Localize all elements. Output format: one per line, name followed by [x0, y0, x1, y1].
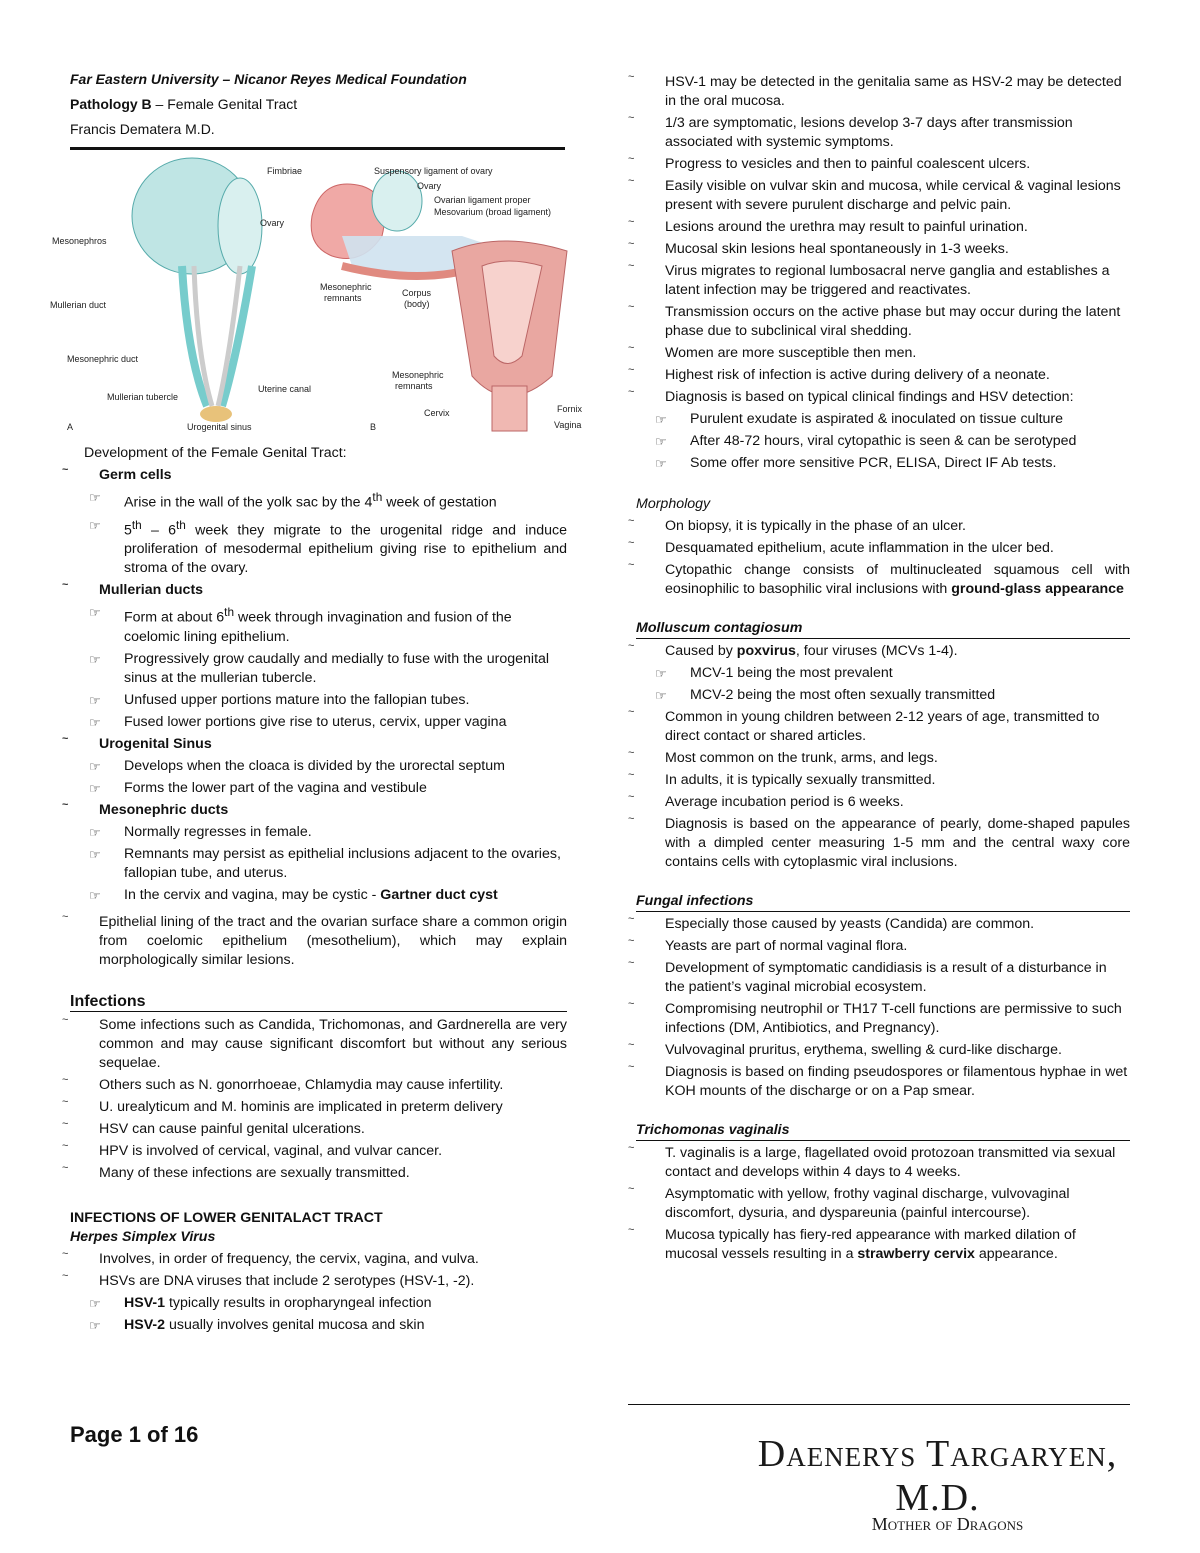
infection-item-3: ~ U. urealyticum and M. hominis are implicated in preterm delivery [62, 1098, 567, 1117]
brand-subtitle: Mother of Dragons [871, 1514, 1024, 1534]
molluscum-item-1: ~ Common in young children between 2-12 years of age, transmitted to direct contact or shared articles. [628, 708, 1130, 746]
molluscum-item-5: ~ Diagnosis is based on the appearance of pearly, dome-shaped papules with a dimpled center measuring 1-5 mm and the central waxy core contains cells with cytoplasmic viral inclusions. [628, 815, 1130, 872]
mesonephric-title: ~ Mesonephric ducts [62, 801, 567, 820]
label-mullerian-duct: Mullerian duct [50, 300, 107, 310]
germ-item-2: ☞ 5th – 6th week they migrate to the urogenital ridge and induce proliferation of mesodermal epithelium giving rise to epithelium and stroma of the ovary. [62, 516, 567, 579]
label-remnants-word: remnants [324, 293, 362, 303]
left-column [50, 70, 583, 1338]
fungal-item-3: ~ Development of symptomatic candidiasis is a result of a disturbance in the patient’s vaginal microbial ecosystem. [628, 959, 1130, 997]
right-column [628, 70, 1130, 1267]
hsv-heading: Herpes Simplex Virus [70, 1229, 216, 1246]
molluscum-intro: ~ Caused by poxvirus, four viruses (MCVs 1-4). [628, 642, 1130, 661]
infection-item-5: ~ HPV is involved of cervical, vaginal, and vulvar cancer. [62, 1142, 567, 1161]
page-number: Page 1 of 16 [70, 1422, 199, 1447]
brand-name: Daenerys Targaryen, M.D. [757, 1433, 1118, 1519]
label-suspensory: Suspensory ligament of ovary [374, 166, 493, 176]
trichomonas-heading: Trichomonas vaginalis [636, 1121, 1130, 1141]
mullerian-item-1: ☞ Form at about 6th week through invagination and fusion of the coelomic lining epithelium. [62, 603, 567, 647]
hsv-item-2: ~ HSVs are DNA viruses that include 2 serotypes (HSV-1, -2). [62, 1272, 567, 1291]
molluscum-heading: Molluscum contagiosum [636, 619, 1130, 639]
hsv-dx-2: ☞ After 48-72 hours, viral cytopathic is seen & can be serotyped [628, 432, 1130, 451]
fungal-heading: Fungal infections [636, 892, 1130, 912]
molluscum-sub-2: ☞ MCV-2 being the most often sexually transmitted [628, 686, 1130, 705]
label-remnants-word-2: remnants [395, 381, 433, 391]
infection-item-4: ~ HSV can cause painful genital ulcerations. [62, 1120, 567, 1139]
label-fornix: Fornix [557, 404, 583, 414]
hsv-sub-1: ☞ HSV-1 typically results in oropharyngeal infection [62, 1294, 567, 1313]
infections-heading: Infections [70, 992, 567, 1012]
label-mesonephric-remnants-2: Mesonephric [392, 370, 444, 380]
footer-brand [715, 1432, 1160, 1535]
label-fimbriae: Fimbriae [267, 166, 303, 176]
molluscum-item-2: ~ Most common on the trunk, arms, and legs. [628, 749, 1130, 768]
hsv-cont-6: ~ Mucosal skin lesions heal spontaneously in 1-3 weeks. [628, 240, 1130, 259]
mullerian-item-3: ☞ Unfused upper portions mature into the fallopian tubes. [62, 691, 567, 710]
label-mullerian-tubercle: Mullerian tubercle [107, 392, 179, 402]
infection-item-6: ~ Many of these infections are sexually transmitted. [62, 1164, 567, 1183]
infection-item-2: ~ Others such as N. gonorrhoeae, Chlamydia may cause infertility. [62, 1076, 567, 1095]
hsv-cont-11: ~ Diagnosis is based on typical clinical findings and HSV detection: [628, 388, 1130, 407]
label-uterine-canal: Uterine canal [258, 384, 312, 394]
hsv-cont-9: ~ Women are more susceptible then men. [628, 344, 1130, 363]
trich-item-2: ~ Asymptomatic with yellow, frothy vaginal discharge, vulvovaginal discomfort, dysuria, and dyspareunia (painful intercourse). [628, 1185, 1130, 1223]
morph-item-3: ~ Cytopathic change consists of multinucleated squamous cell with eosinophilic to basophilic viral inclusions with ground-glass appearance [628, 561, 1130, 599]
hsv-cont-5: ~ Lesions around the urethra may result to painful urination. [628, 218, 1130, 237]
label-panel-a: A [67, 422, 74, 432]
fungal-item-5: ~ Vulvovaginal pruritus, erythema, swelling & curd-like discharge. [628, 1041, 1130, 1060]
vagina-shape [492, 386, 527, 431]
trich-item-3: ~ Mucosa typically has fiery-red appearance with marked dilation of mucosal vessels resulting in a strawberry cervix appearance. [628, 1226, 1130, 1264]
header-rule [70, 147, 565, 150]
course-title: Pathology B – Female Genital Tract [70, 96, 298, 112]
ovary-b-shape [372, 171, 422, 231]
hsv-cont-4: ~ Easily visible on vulvar skin and mucosa, while cervical & vaginal lesions present with severe purulent discharge and pelvic pain. [628, 177, 1130, 215]
mullerian-item-2: ☞ Progressively grow caudally and medially to fuse with the urogenital sinus at the mullerian tubercle. [62, 650, 567, 688]
fungal-item-1: ~ Especially those caused by yeasts (Candida) are common. [628, 915, 1130, 934]
mullerian-item-4: ☞ Fused lower portions give rise to uterus, cervix, upper vagina [62, 713, 567, 732]
morphology-heading: Morphology [636, 496, 711, 512]
label-urogenital-sinus: Urogenital sinus [187, 422, 252, 432]
bottom-rule [628, 1404, 1130, 1405]
hsv-cont-10: ~ Highest risk of infection is active during delivery of a neonate. [628, 366, 1130, 385]
hsv-item-1: ~ Involves, in order of frequency, the cervix, vagina, and vulva. [62, 1250, 567, 1269]
label-panel-b: B [370, 422, 377, 432]
label-vagina: Vagina [554, 420, 582, 430]
label-corpus: Corpus [402, 288, 432, 298]
germ-title: ~ Germ cells [62, 466, 567, 485]
label-mesonephros: Mesonephros [52, 236, 107, 246]
mesonephric-item-3: ☞ In the cervix and vagina, may be cystic - Gartner duct cyst [62, 886, 567, 905]
hsv-cont-8: ~ Transmission occurs on the active phase but may occur during the latent phase due to subclinical viral shedding. [628, 303, 1130, 341]
mullerian-title: ~ Mullerian ducts [62, 581, 567, 600]
label-ovary-a: Ovary [260, 218, 285, 228]
female-genital-tract-figure [50, 156, 583, 440]
hsv-cont-3: ~ Progress to vesicles and then to painful coalescent ulcers. [628, 155, 1130, 174]
mesonephric-item-1: ☞ Normally regresses in female. [62, 823, 567, 842]
hsv-dx-1: ☞ Purulent exudate is aspirated & inoculated on tissue culture [628, 410, 1130, 429]
dev-title: Development of the Female Genital Tract: [84, 445, 347, 461]
molluscum-item-4: ~ Average incubation period is 6 weeks. [628, 793, 1130, 812]
fungal-item-2: ~ Yeasts are part of normal vaginal flora. [628, 937, 1130, 956]
infection-item-1: ~ Some infections such as Candida, Trichomonas, and Gardnerella are very common and may cause significant discomfort but without any serious sequelae. [62, 1016, 567, 1073]
institution-name: Far Eastern University – Nicanor Reyes Medical Foundation [70, 71, 467, 87]
urogenital-title: ~ Urogenital Sinus [62, 735, 567, 754]
molluscum-sub-1: ☞ MCV-1 being the most prevalent [628, 664, 1130, 683]
morph-item-1: ~ On biopsy, it is typically in the phase of an ulcer. [628, 517, 1130, 536]
ovary-a-shape [218, 178, 262, 274]
molluscum-item-3: ~ In adults, it is typically sexually transmitted. [628, 771, 1130, 790]
hsv-cont-7: ~ Virus migrates to regional lumbosacral nerve ganglia and establishes a latent infection may be triggered and reactivates. [628, 262, 1130, 300]
label-body: (body) [404, 299, 430, 309]
hsv-cont-2: ~ 1/3 are symptomatic, lesions develop 3-7 days after transmission associated with systemic symptoms. [628, 114, 1130, 152]
embryology-diagram [50, 156, 583, 440]
mesonephric-item-2: ☞ Remnants may persist as epithelial inclusions adjacent to the ovaries, fallopian tube, and uterus. [62, 845, 567, 883]
hsv-cont-1: ~ HSV-1 may be detected in the genitalia same as HSV-2 may be detected in the oral mucosa. [628, 73, 1130, 111]
lower-tract-heading: INFECTIONS OF LOWER GENITALACT TRACT [70, 1210, 383, 1227]
label-ovarian-ligament: Ovarian ligament proper [434, 195, 531, 205]
germ-item-1: ☞ Arise in the wall of the yolk sac by the 4th week of gestation [62, 488, 567, 513]
label-ovary-b: Ovary [417, 181, 442, 191]
morph-item-2: ~ Desquamated epithelium, acute inflammation in the ulcer bed. [628, 539, 1130, 558]
label-mesovarium: Mesovarium (broad ligament) [434, 207, 552, 217]
hsv-sub-2: ☞ HSV-2 usually involves genital mucosa and skin [62, 1316, 567, 1335]
urogenital-item-2: ☞ Forms the lower part of the vagina and vestibule [62, 779, 567, 798]
label-cervix: Cervix [424, 408, 450, 418]
trich-item-1: ~ T. vaginalis is a large, flagellated ovoid protozoan transmitted via sexual contact and develops within 4 days to 4 weeks. [628, 1144, 1130, 1182]
urogenital-sinus-shape [200, 406, 232, 422]
author-name: Francis Dematera M.D. [70, 121, 215, 137]
hsv-dx-3: ☞ Some offer more sensitive PCR, ELISA, Direct IF Ab tests. [628, 454, 1130, 473]
fungal-item-4: ~ Compromising neutrophil or TH17 T-cell functions are permissive to such infections (DM, Antibiotics, and Pregnancy). [628, 1000, 1130, 1038]
fungal-item-6: ~ Diagnosis is based on finding pseudospores or filamentous hyphae in wet KOH mounts of the discharge or on a Pap smear. [628, 1063, 1130, 1101]
label-mesonephric-duct: Mesonephric duct [67, 354, 139, 364]
urogenital-item-1: ☞ Develops when the cloaca is divided by the urorectal septum [62, 757, 567, 776]
epithelial-note: ~ Epithelial lining of the tract and the ovarian surface share a common origin from coelomic epithelium (mesothelium), which may explain morphologically similar lesions. [62, 913, 567, 970]
label-mesonephric-remnants: Mesonephric [320, 282, 372, 292]
